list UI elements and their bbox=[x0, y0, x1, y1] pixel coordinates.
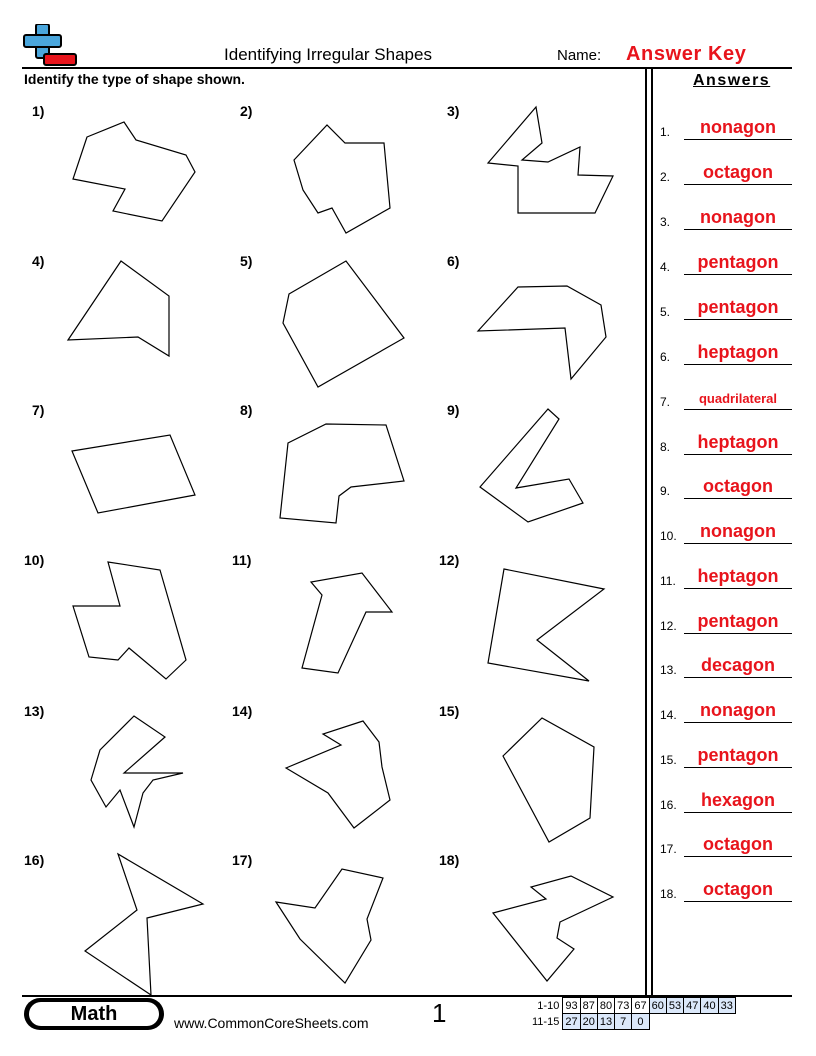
answer-text: pentagon bbox=[697, 745, 779, 765]
answer-row bbox=[660, 380, 792, 410]
answer-line bbox=[684, 856, 792, 857]
score-cell: 0 bbox=[632, 1014, 649, 1030]
answer-line bbox=[684, 767, 792, 768]
score-table bbox=[530, 997, 736, 1030]
score-cell-empty bbox=[718, 1014, 735, 1030]
score-row bbox=[530, 998, 735, 1014]
score-cell: 80 bbox=[597, 998, 614, 1014]
shape-9 bbox=[480, 409, 583, 522]
answer-line bbox=[684, 319, 792, 320]
answer-number: 14. bbox=[660, 708, 677, 722]
answer-line bbox=[684, 812, 792, 813]
question-number: 18) bbox=[439, 852, 460, 868]
answer-number: 18. bbox=[660, 887, 677, 901]
shape-1 bbox=[73, 122, 195, 221]
answer-row bbox=[660, 604, 792, 634]
answer-text: octagon bbox=[703, 879, 773, 899]
question-number: 5) bbox=[240, 253, 253, 269]
subject-label: Math bbox=[29, 1002, 159, 1026]
answer-number: 1. bbox=[660, 125, 671, 139]
question-number: 7) bbox=[32, 402, 45, 418]
score-cell: 7 bbox=[615, 1014, 632, 1030]
question-number: 8) bbox=[240, 402, 253, 418]
question-number: 12) bbox=[439, 552, 460, 568]
score-cell: 93 bbox=[563, 998, 580, 1014]
answer-line bbox=[684, 901, 792, 902]
subject-badge bbox=[24, 998, 164, 1030]
shape-5 bbox=[283, 261, 404, 387]
question-number: 6) bbox=[447, 253, 460, 269]
score-cell: 73 bbox=[615, 998, 632, 1014]
answer-number: 12. bbox=[660, 619, 677, 633]
answer-line bbox=[684, 139, 792, 140]
score-row bbox=[530, 1014, 735, 1030]
answer-line bbox=[684, 498, 792, 499]
answer-text: heptagon bbox=[697, 432, 779, 452]
question-number: 13) bbox=[24, 703, 45, 719]
answer-row bbox=[660, 827, 792, 857]
question-number: 1) bbox=[32, 103, 45, 119]
answer-text: nonagon bbox=[700, 117, 776, 137]
answer-row bbox=[660, 155, 792, 185]
answer-text: octagon bbox=[703, 162, 773, 182]
score-range-label: 11-15 bbox=[532, 1015, 560, 1028]
answer-text: nonagon bbox=[700, 700, 776, 720]
answer-number: 15. bbox=[660, 753, 677, 767]
answer-number: 2. bbox=[660, 170, 671, 184]
answer-row bbox=[660, 648, 792, 678]
score-cell: 60 bbox=[649, 998, 666, 1014]
shape-11 bbox=[302, 573, 392, 673]
answer-row bbox=[660, 783, 792, 813]
question-number: 11) bbox=[232, 552, 252, 568]
score-cell: 47 bbox=[684, 998, 701, 1014]
answer-line bbox=[684, 722, 792, 723]
shape-12 bbox=[488, 569, 604, 681]
shape-13 bbox=[91, 716, 183, 827]
question-number: 10) bbox=[24, 552, 45, 568]
answer-number: 16. bbox=[660, 798, 677, 812]
shape-10 bbox=[73, 562, 186, 679]
shape-14 bbox=[286, 721, 390, 828]
answer-line bbox=[684, 454, 792, 455]
answer-number: 3. bbox=[660, 215, 671, 229]
score-cell: 13 bbox=[597, 1014, 614, 1030]
score-cell: 87 bbox=[580, 998, 597, 1014]
answer-line bbox=[684, 543, 792, 544]
answer-line bbox=[684, 633, 792, 634]
shape-6 bbox=[478, 286, 606, 379]
score-cell-empty bbox=[649, 1014, 666, 1030]
shape-7 bbox=[72, 435, 195, 513]
answer-text: pentagon bbox=[697, 297, 779, 317]
score-cell-empty bbox=[701, 1014, 718, 1030]
answer-text: nonagon bbox=[700, 207, 776, 227]
answer-text: octagon bbox=[703, 476, 773, 496]
worksheet-title: Identifying Irregular Shapes bbox=[224, 45, 432, 64]
answer-row bbox=[660, 469, 792, 499]
score-cell: 33 bbox=[718, 998, 735, 1014]
answer-row bbox=[660, 425, 792, 455]
answer-line bbox=[684, 229, 792, 230]
instructions: Identify the type of shape shown. bbox=[24, 71, 245, 87]
answer-text: pentagon bbox=[697, 252, 779, 272]
answer-row bbox=[660, 872, 792, 902]
shape-16 bbox=[85, 854, 203, 995]
answer-text: heptagon bbox=[697, 342, 779, 362]
question-number: 2) bbox=[240, 103, 253, 119]
score-cell: 67 bbox=[632, 998, 649, 1014]
shape-17 bbox=[276, 869, 383, 983]
shape-4 bbox=[68, 261, 169, 356]
question-number: 16) bbox=[24, 852, 45, 868]
website-link[interactable]: www.CommonCoreSheets.com bbox=[174, 1015, 369, 1031]
answers-heading: Answers bbox=[693, 72, 771, 89]
question-number: 14) bbox=[232, 703, 253, 719]
name-label: Name: bbox=[557, 47, 602, 64]
answer-text: quadrilateral bbox=[698, 391, 778, 406]
answer-number: 17. bbox=[660, 842, 677, 856]
answer-number: 8. bbox=[660, 440, 671, 454]
shape-2 bbox=[294, 125, 390, 233]
answer-line bbox=[684, 364, 792, 365]
answer-number: 10. bbox=[660, 529, 677, 543]
answers-column-divider bbox=[645, 67, 647, 996]
answer-line bbox=[684, 588, 792, 589]
answer-number: 11. bbox=[660, 574, 676, 588]
shape-3 bbox=[488, 107, 613, 213]
answer-text: pentagon bbox=[697, 611, 779, 631]
answer-text: octagon bbox=[703, 834, 773, 854]
answer-text: nonagon bbox=[700, 521, 776, 541]
answer-number: 5. bbox=[660, 305, 671, 319]
answer-row bbox=[660, 110, 792, 140]
shape-8 bbox=[280, 424, 404, 523]
answer-row bbox=[660, 559, 792, 589]
answer-line bbox=[684, 184, 792, 185]
answer-row bbox=[660, 245, 792, 275]
score-cell: 20 bbox=[580, 1014, 597, 1030]
answer-number: 9. bbox=[660, 484, 671, 498]
score-cell-empty bbox=[666, 1014, 683, 1030]
question-number: 17) bbox=[232, 852, 253, 868]
question-number: 4) bbox=[32, 253, 45, 269]
score-cell-empty bbox=[684, 1014, 701, 1030]
answer-row bbox=[660, 693, 792, 723]
name-value: Answer Key bbox=[626, 43, 747, 65]
score-cell: 53 bbox=[666, 998, 683, 1014]
answer-text: heptagon bbox=[697, 566, 779, 586]
answer-number: 7. bbox=[660, 395, 671, 409]
answer-line bbox=[684, 274, 792, 275]
score-cell: 40 bbox=[701, 998, 718, 1014]
question-number: 3) bbox=[447, 103, 460, 119]
answer-row bbox=[660, 514, 792, 544]
answer-text: decagon bbox=[700, 655, 775, 675]
answer-line bbox=[684, 409, 792, 410]
answer-row bbox=[660, 290, 792, 320]
answer-number: 13. bbox=[660, 663, 677, 677]
shape-18 bbox=[493, 876, 613, 981]
answer-number: 4. bbox=[660, 260, 671, 274]
answer-text: hexagon bbox=[700, 790, 775, 810]
answer-row bbox=[660, 335, 792, 365]
question-number: 9) bbox=[447, 402, 460, 418]
answers-column-divider-inner bbox=[651, 67, 653, 996]
score-range-label: 1-10 bbox=[537, 999, 560, 1012]
page-number: 1 bbox=[432, 998, 447, 1028]
answer-line bbox=[684, 677, 792, 678]
answer-number: 6. bbox=[660, 350, 671, 364]
answer-row bbox=[660, 200, 792, 230]
score-cell: 27 bbox=[563, 1014, 580, 1030]
shape-15 bbox=[503, 718, 594, 842]
answer-row bbox=[660, 738, 792, 768]
question-number: 15) bbox=[439, 703, 460, 719]
